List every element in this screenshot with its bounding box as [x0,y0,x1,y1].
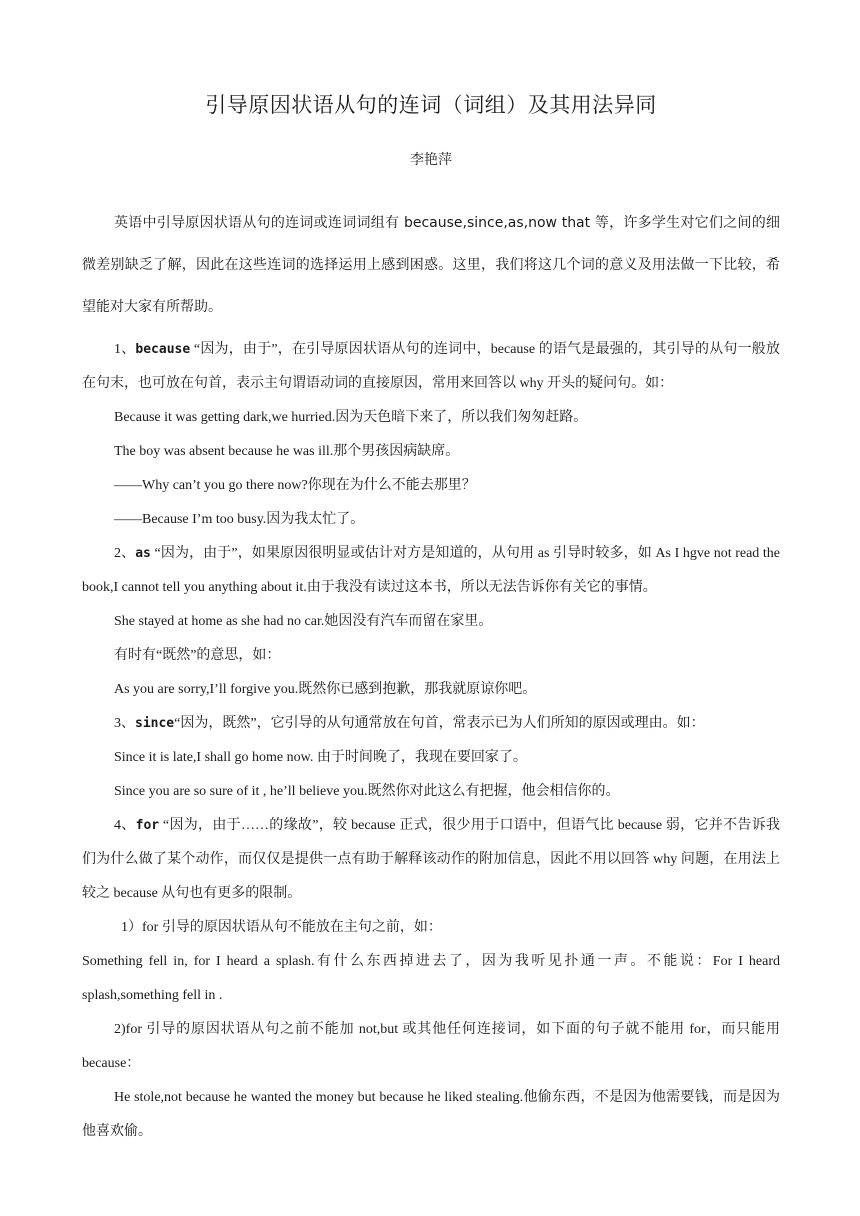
example-sentence: As you are sorry,I’ll forgive you.既然你已感到抱歉，那我就原谅你吧。 [114,682,537,697]
document-body [82,333,780,1149]
section-since [82,707,780,741]
example-sentence: He stole,not because he wanted the money but because he liked stealing.他偷东西，不是因为他需要钱，而是因为他喜欢偷。 [82,1090,780,1139]
section-text: “因为，由于……的缘故”，较 because 正式，很少用于口语中，但语气比 because 弱，它并不告诉我们为什么做了某个动作，而仅仅是提供一点有助于解释该动作的附加信息，因此不用以回答 why 问题，在用法上较之 because 从句也有更多的限制。 [82,818,780,901]
section-number: 1、 [114,342,136,357]
section-for [82,809,780,911]
keyword-because: because [135,342,191,357]
example-sentence: Because it was getting dark,we hurried.因为天色暗下来了，所以我们匆匆赶路。 [114,410,588,425]
note-sentence: 有时有“既然”的意思，如： [114,648,281,663]
keyword-since: since [135,716,175,731]
section-because [82,333,780,401]
example-sentence: Something fell in, for I heard a splash.有什么东西掉进去了，因为我听见扑通一声。不能说：For I heard splash,something fell in . [82,954,780,1003]
example-sentence: ——Why can’t you go there now?你现在为什么不能去那里？ [114,478,476,493]
section-text: “因为，既然”，它引导的从句通常放在句首，常表示已为人们所知的原因或理由。如： [174,716,705,731]
section-text: “因为，由于”，在引导原因状语从句的连词中，because 的语气是最强的，其引导的从句一般放在句末，也可放在句首，表示主句谓语动词的直接原因，常用来回答以 why 开头的疑问句。如： [82,342,780,391]
example-sentence: The boy was absent because he was ill.那个男孩因病缺席。 [114,444,460,459]
document-title: 引导原因状语从句的连词（词组）及其用法异同 [205,93,657,117]
section-number: 3、 [114,716,135,731]
rule-two: 2)for 引导的原因状语从句之前不能加 not,but 或其他任何连接词，如下面的句子就不能用 for，而只能用 because： [82,1022,780,1071]
section-number: 4、 [114,818,136,833]
keyword-for: for [135,818,160,833]
author-name: 李艳萍 [410,152,452,168]
example-sentence: She stayed at home as she had no car.她因没有汽车而留在家里。 [114,614,493,629]
example-sentence: Since you are so sure of it , he’ll believe you.既然你对此这么有把握，他会相信你的。 [114,784,620,799]
section-text: “因为，由于”，如果原因很明显或估计对方是知道的，从句用 as 引导时较多，如 As I hgve not read the book,I cannot tell you anything about it.由于我没有读过这本书，所以无法告诉你有关它的事情。 [82,546,781,595]
rule-one: 1）for 引导的原因状语从句不能放在主句之前，如： [121,920,442,935]
section-as [82,537,780,605]
section-number: 2、 [114,546,136,561]
example-sentence: Since it is late,I shall go home now. 由于时间晚了，我现在要回家了。 [114,750,527,765]
example-sentence: ——Because I’m too busy.因为我太忙了。 [114,512,365,527]
intro-paragraph: 英语中引导原因状语从句的连词或连词词组有 because,since,as,now that 等，许多学生对它们之间的细微差别缺乏了解，因此在这些连词的选择运用上感到困惑。这里，我们将这几个词的意义及用法做一下比较，希望能对大家有所帮助。 [82,215,780,315]
keyword-as: as [135,546,151,561]
